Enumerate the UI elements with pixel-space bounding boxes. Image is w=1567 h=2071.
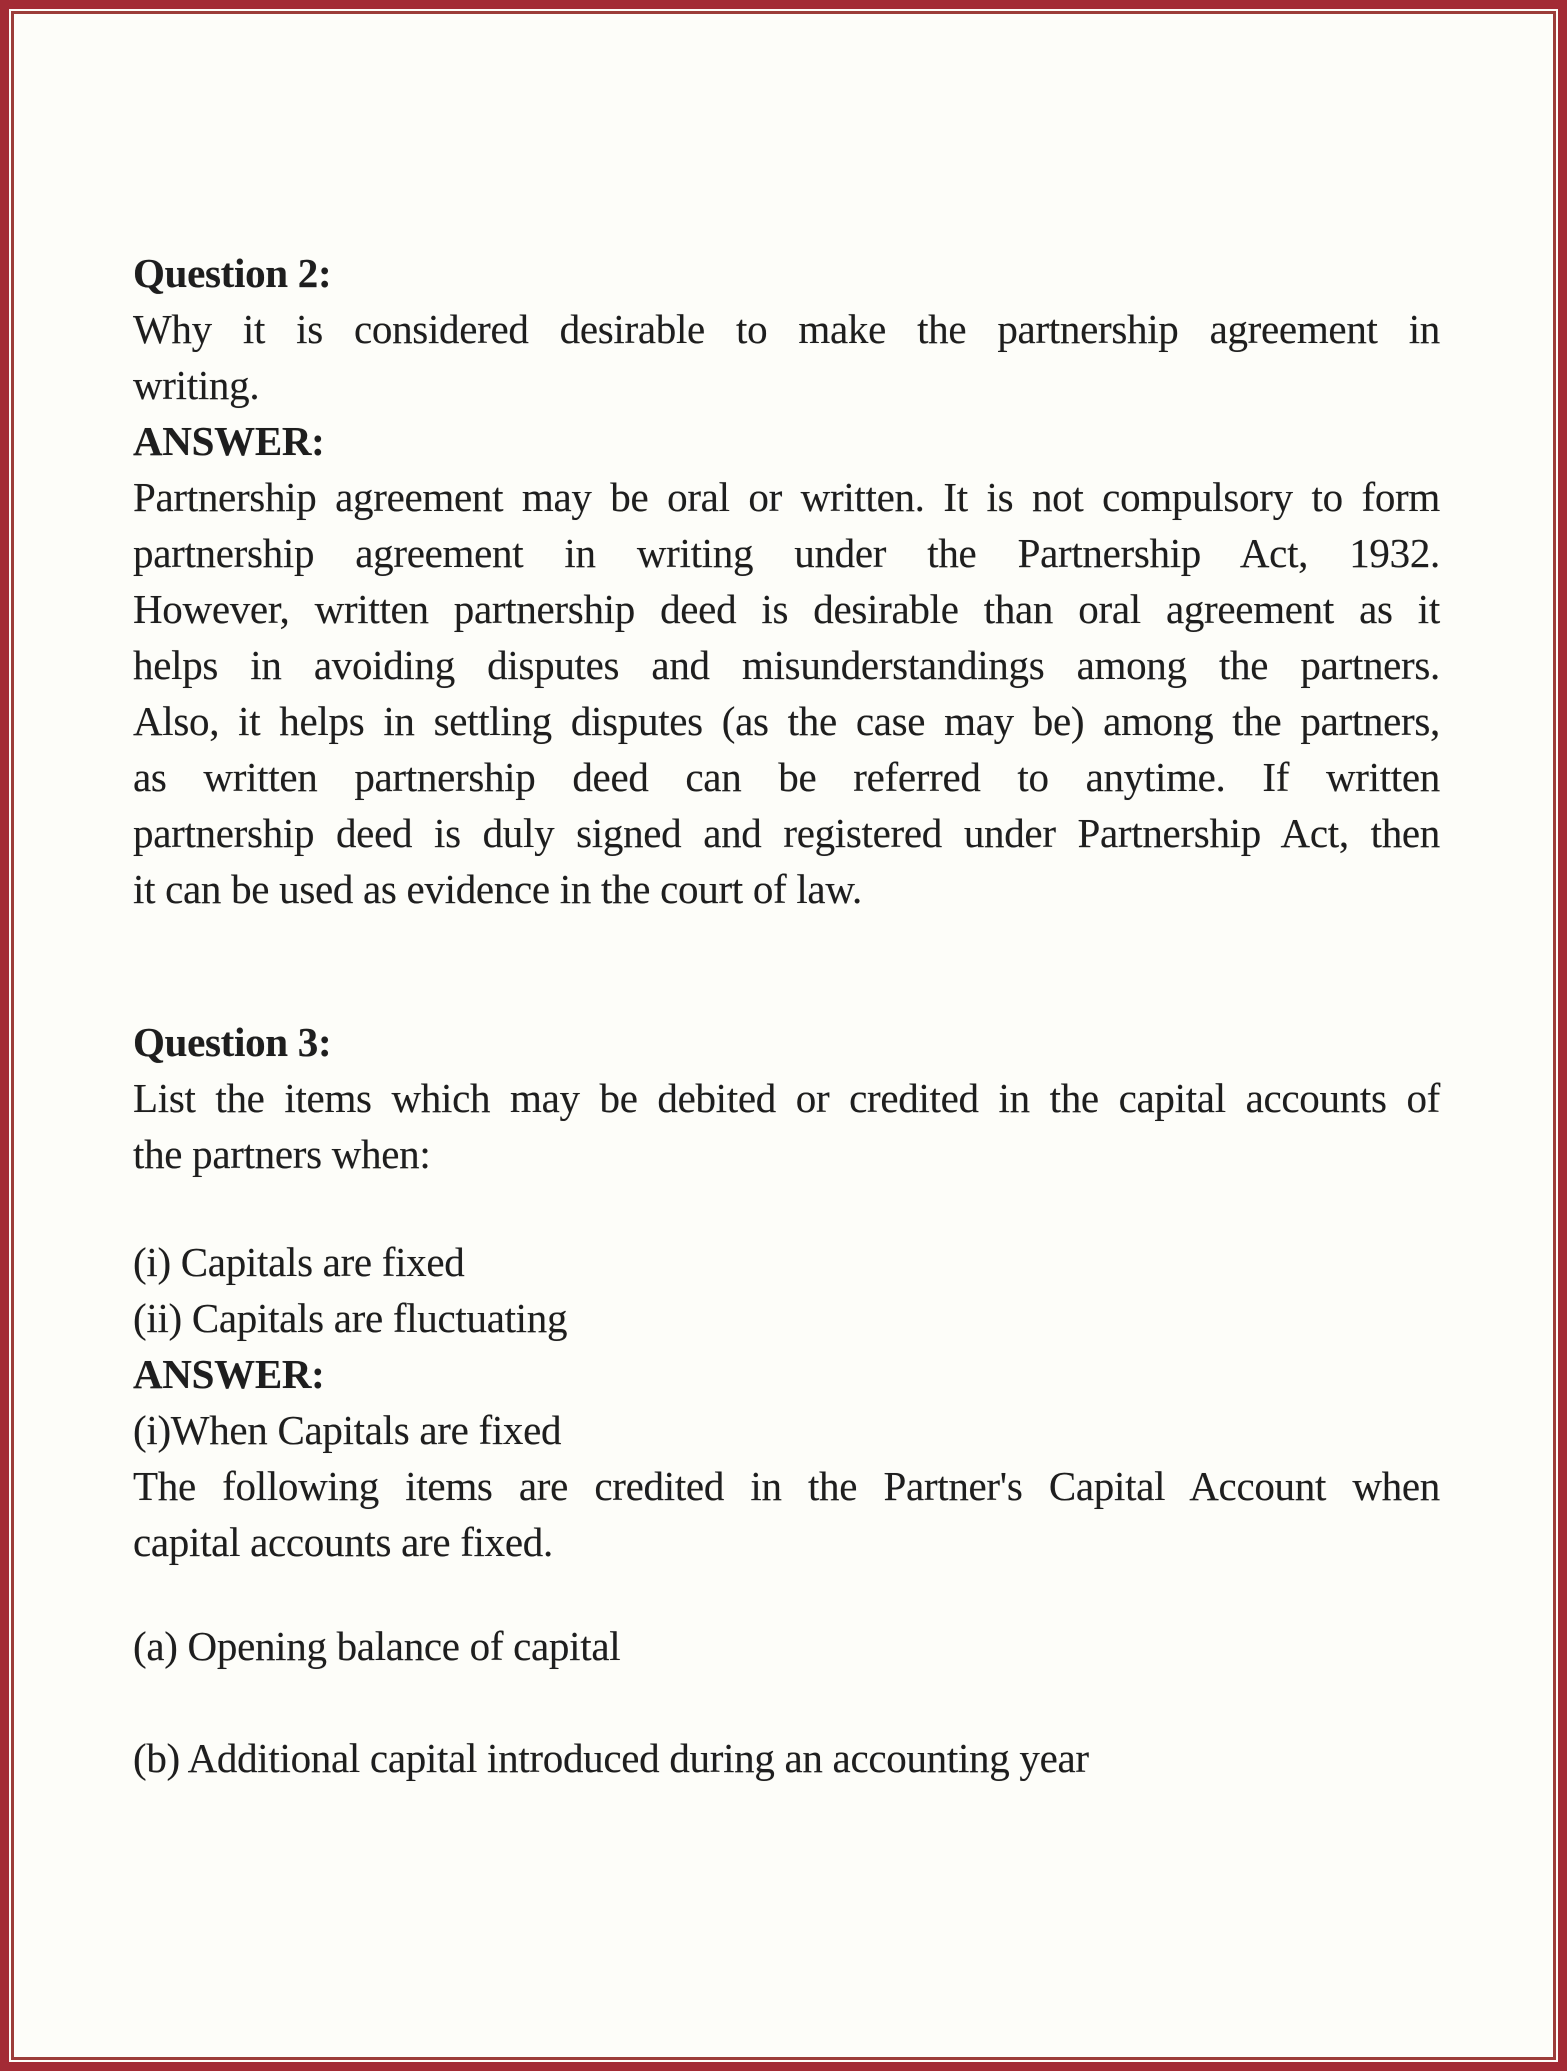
text-line: Why it is considered desirable to make the partnership agreement in — [133, 306, 1440, 352]
question-2-text — [133, 301, 1440, 413]
item-a: (a) Opening balance of capital — [133, 1623, 621, 1669]
text-line: However, written partnership deed is desirable than oral agreement as it — [133, 586, 1440, 632]
text-line: partnership deed is duly signed and registered under Partnership Act, then — [133, 810, 1440, 856]
list-item-ii: (ii) Capitals are fluctuating — [133, 1295, 568, 1341]
question-3-heading: Question 3: — [133, 1019, 332, 1065]
text-line: the partners when: — [133, 1131, 431, 1177]
answer-3-subheading: (i)When Capitals are fixed — [133, 1407, 562, 1453]
answer-2-heading: ANSWER: — [133, 418, 325, 464]
text-line: capital accounts are fixed. — [133, 1519, 553, 1565]
page-border-inner — [11, 11, 1556, 2060]
list-item-i: (i) Capitals are fixed — [133, 1239, 465, 1285]
answer-2-paragraph — [133, 469, 1440, 917]
text-line: writing. — [133, 362, 260, 408]
question-3-text — [133, 1070, 1440, 1182]
text-line: as written partnership deed can be referred to anytime. If written — [133, 754, 1440, 800]
fixed-capital-note — [133, 1458, 1440, 1570]
question-2-heading: Question 2: — [133, 250, 332, 296]
item-b: (b) Additional capital introduced during an accounting year — [133, 1735, 1089, 1781]
text-line: partnership agreement in writing under the Partnership Act, 1932. — [133, 530, 1440, 576]
text-line: List the items which may be debited or credited in the capital accounts of — [133, 1075, 1440, 1121]
text-line: it can be used as evidence in the court of law. — [133, 866, 862, 912]
text-line: Also, it helps in settling disputes (as the case may be) among the partners, — [133, 698, 1440, 744]
document-content — [14, 14, 1553, 2057]
text-line: The following items are credited in the Partner's Capital Account when — [133, 1463, 1440, 1509]
answer-3-heading: ANSWER: — [133, 1351, 325, 1397]
text-line: helps in avoiding disputes and misunderstandings among the partners. — [133, 642, 1440, 688]
text-line: Partnership agreement may be oral or written. It is not compulsory to form — [133, 474, 1440, 520]
